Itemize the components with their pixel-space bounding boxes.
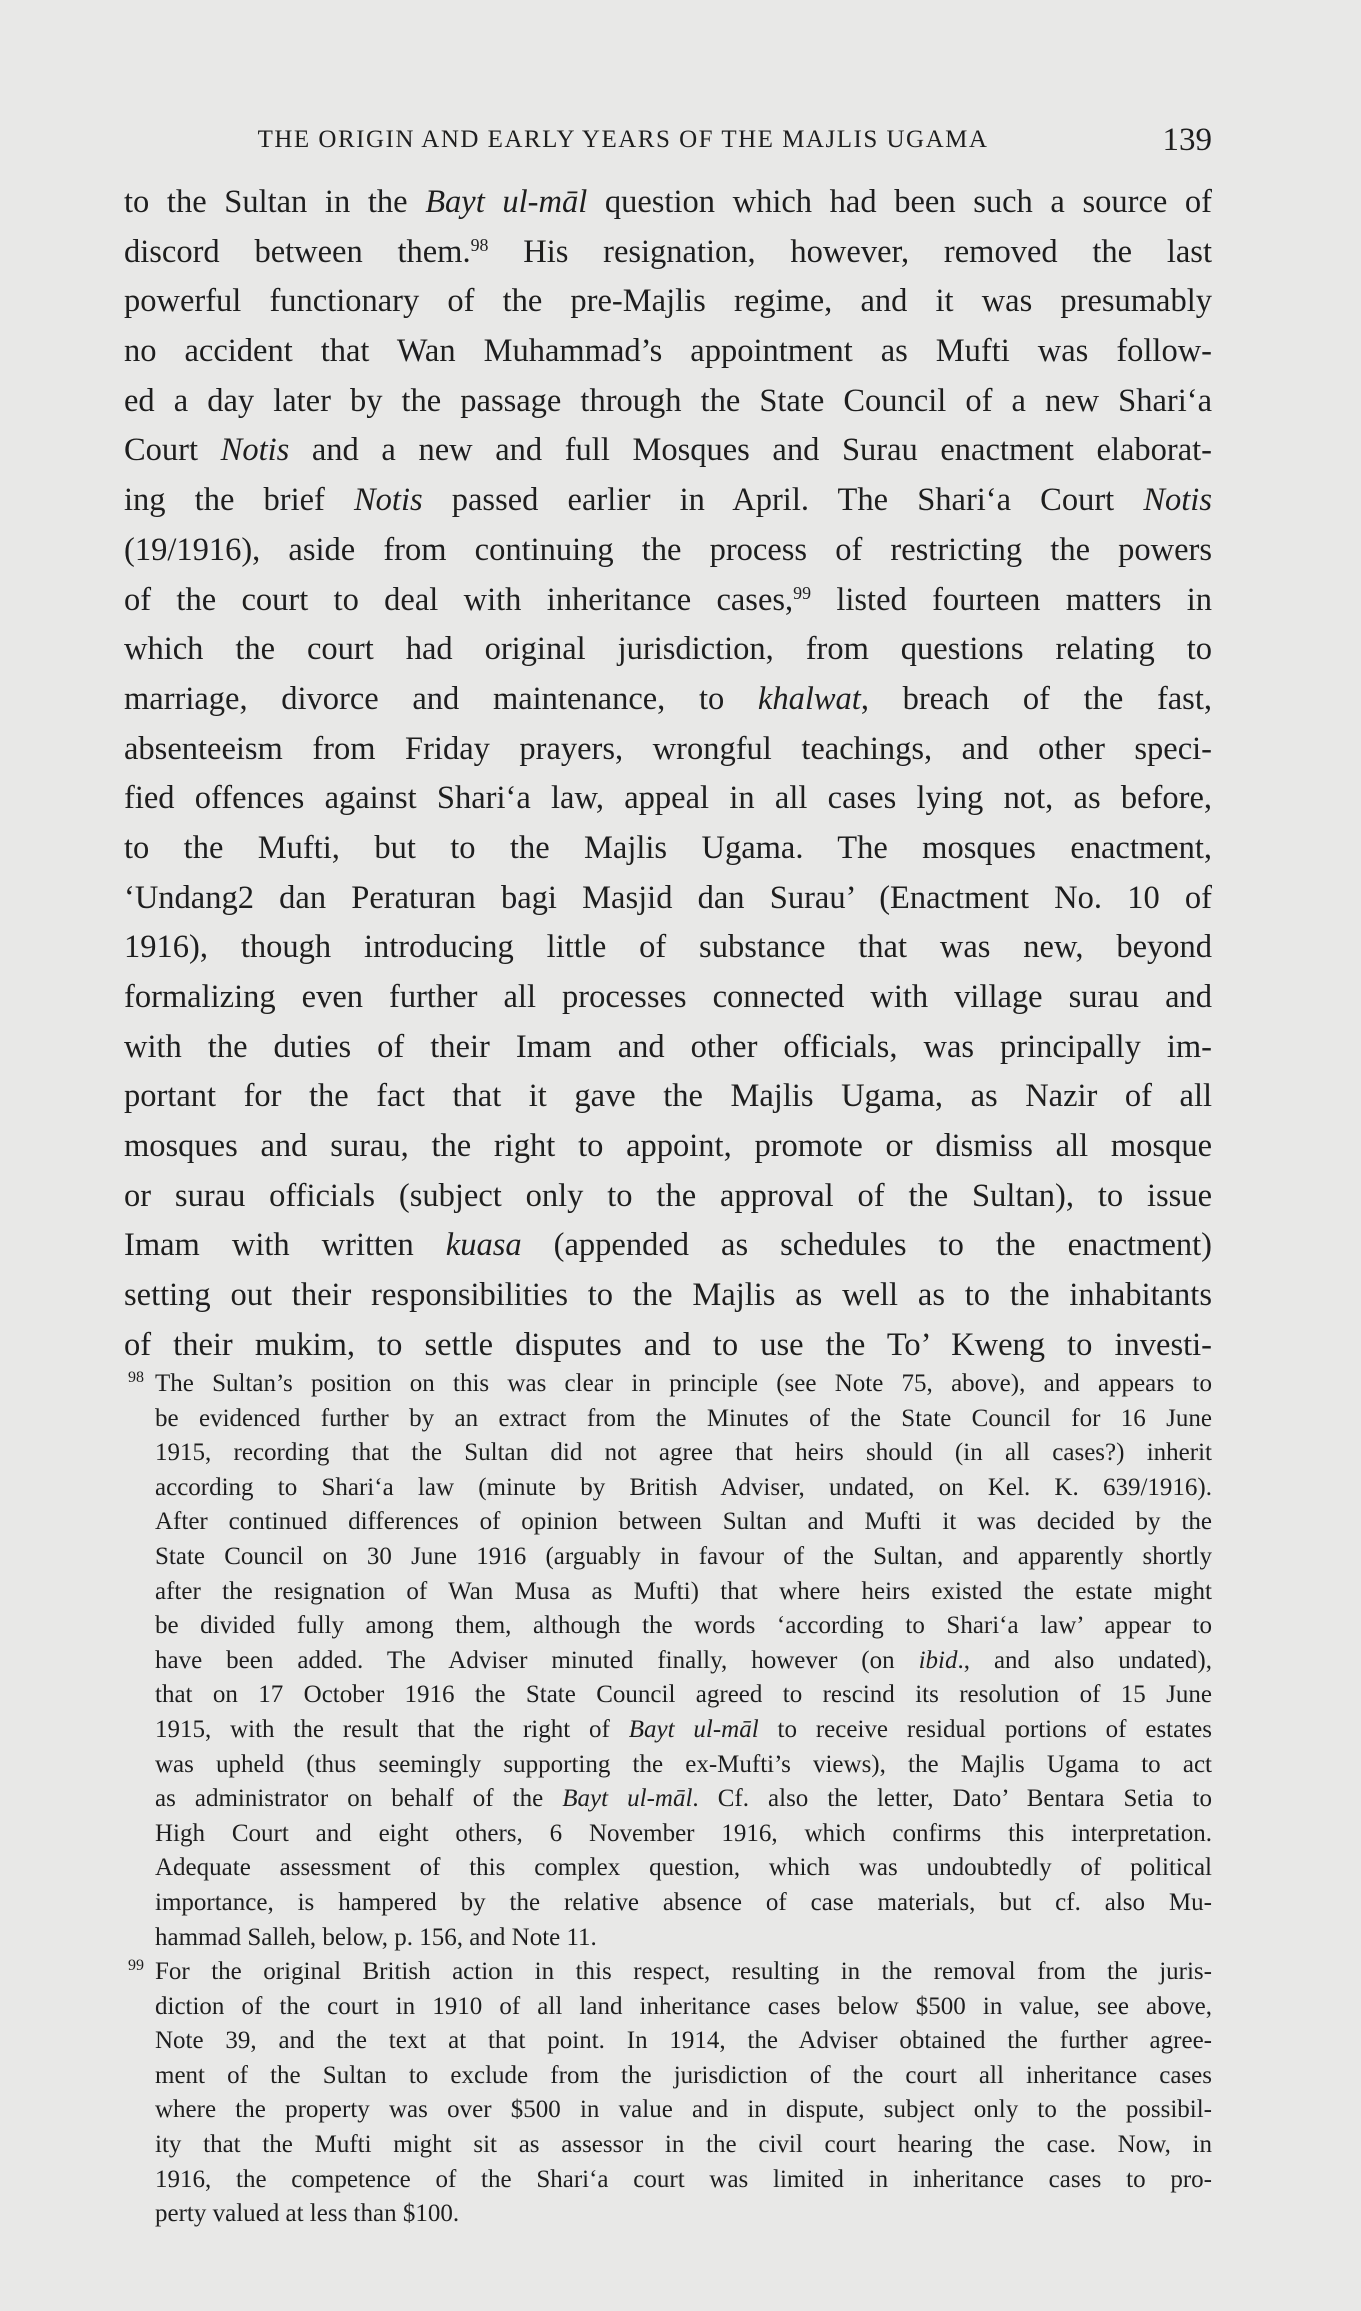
italic-term: Bayt ul-māl xyxy=(628,1715,759,1743)
footnote-reference: 98 xyxy=(470,234,489,255)
text-line: Court Notis and a new and full Mosques and Surau enactment elaborat- xyxy=(124,432,1213,469)
footnote-line: 1915, recording that the Sultan did not agree that heirs should (in all cases?) inherit xyxy=(155,1439,1212,1467)
text-line: of the court to deal with inheritance cases,$^{99}$ listed fourteen matters in xyxy=(124,581,1212,618)
footnote-line: importance, is hampered by the relative absence of case materials, but cf. also Mu- xyxy=(155,1888,1212,1916)
footnote-line: after the resignation of Wan Musa as Mufti) that where heirs existed the estate might xyxy=(155,1577,1212,1605)
footnote-line: where the property was over $500 in value and in dispute, subject only to the possibil- xyxy=(155,2096,1212,2124)
footnote-line: 98 The Sultan’s position on this was clear in principle (see Note 75, above), and appears to xyxy=(124,1367,1212,1402)
text-line: absenteeism from Friday prayers, wrongful teachings, and other speci- xyxy=(124,730,1212,767)
footnote-line: have been added. The Adviser minuted finally, however (on ibid., and also undated), xyxy=(155,1646,1212,1674)
footnote-line: was upheld (thus seemingly supporting the ex-Mufti’s views), the Majlis Ugama to act xyxy=(155,1750,1212,1778)
footnote-line: ity that the Mufti might sit as assessor in the civil court hearing the case. Now, in xyxy=(155,2131,1212,2159)
text-line: fied offences against Shari‘a law, appeal in all cases lying not, as before, xyxy=(124,780,1212,817)
text-line: marriage, divorce and maintenance, to khalwat, breach of the fast, xyxy=(124,680,1212,717)
footnote-line: be evidenced further by an extract from the Minutes of the State Council for 16 June xyxy=(155,1404,1212,1432)
footnote-line: according to Shari‘a law (minute by British Adviser, undated, on Kel. K. 639/1916). xyxy=(155,1473,1212,1501)
text-line: Imam with written kuasa (appended as schedules to the enactment) xyxy=(124,1227,1212,1264)
footnote-line: perty valued at less than $100. xyxy=(155,2200,460,2228)
text-line: no accident that Wan Muhammad’s appointment as Mufti was follow- xyxy=(124,333,1212,370)
footnote-reference: 99 xyxy=(793,582,812,603)
running-header xyxy=(124,122,1212,162)
text-line: setting out their responsibilities to the Majlis as well as to the inhabitants xyxy=(124,1277,1212,1314)
text-line: powerful functionary of the pre-Majlis regime, and it was presumably xyxy=(124,283,1212,320)
italic-term: Notis xyxy=(1143,482,1212,519)
text-line: mosques and surau, the right to appoint, promote or dismiss all mosque xyxy=(124,1128,1212,1165)
footnote-line: Note 39, and the text at that point. In 1914, the Adviser obtained the further agree- xyxy=(155,2027,1212,2055)
footnote-line: that on 17 October 1916 the State Council agreed to rescind its resolution of 15 June xyxy=(155,1681,1212,1709)
text-line: which the court had original jurisdiction, from questions relating to xyxy=(124,631,1212,668)
italic-term: Bayt ul-māl xyxy=(562,1785,693,1813)
footnote-line: 1915, with the result that the right of Bayt ul-māl to receive residual portions of estates xyxy=(155,1715,1212,1743)
italic-term: kuasa xyxy=(445,1227,522,1264)
text-line: (19/1916), aside from continuing the process of restricting the powers xyxy=(124,531,1212,568)
text-line: formalizing even further all processes connected with village surau and xyxy=(124,979,1212,1015)
footnotes xyxy=(124,1367,1212,2232)
text-line: to the Mufti, but to the Majlis Ugama. The mosques enactment, xyxy=(124,829,1212,866)
footnote-line: After continued differences of opinion between Sultan and Mufti it was decided by the xyxy=(155,1508,1212,1536)
text-line: discord between them.$^{98}$ His resignation, however, removed the last xyxy=(124,233,1212,270)
text-line: ed a day later by the passage through the State Council of a new Shari‘a xyxy=(124,382,1212,419)
text-line: ing the brief Notis passed earlier in April. The Shari‘a Court Notis xyxy=(124,482,1212,519)
footnote-line: High Court and eight others, 6 November 1916, which confirms this interpretation. xyxy=(155,1819,1212,1847)
running-title: THE ORIGIN AND EARLY YEARS OF THE MAJLIS UGAMA xyxy=(257,126,989,153)
italic-term: ibid xyxy=(918,1646,958,1674)
italic-term: Bayt ul-māl xyxy=(425,184,588,220)
text-line: 1916), though introducing little of substance that was new, beyond xyxy=(124,929,1212,966)
italic-term: khalwat xyxy=(757,680,861,717)
footnote-number: 99 xyxy=(128,1957,144,1975)
page-number: 139 xyxy=(1162,122,1212,158)
footnote-line: 99 For the original British action in this respect, resulting in the removal from the juris- xyxy=(124,1955,1212,1990)
footnote-line: hammad Salleh, below, p. 156, and Note 11. xyxy=(155,1923,597,1951)
text-line: to the Sultan in the Bayt ul-māl question which had been such a source of xyxy=(124,184,1212,220)
footnote-line: 1916, the competence of the Shari‘a court was limited in inheritance cases to pro- xyxy=(155,2165,1212,2193)
text-line: of their mukim, to settle disputes and to use the To’ Kweng to investi- xyxy=(124,1326,1212,1363)
footnote-line: ment of the Sultan to exclude from the jurisdiction of the court all inheritance cases xyxy=(155,2061,1212,2089)
footnote-line: diction of the court in 1910 of all land inheritance cases below $500 in value, see above, xyxy=(155,1992,1212,2020)
text-line: ‘Undang2 dan Peraturan bagi Masjid dan Surau’ (Enactment No. 10 of xyxy=(124,879,1212,916)
footnote-number: 98 xyxy=(128,1369,144,1386)
footnote-line: be divided fully among them, although the words ‘according to Shari‘a law’ appear to xyxy=(155,1612,1212,1640)
body-text xyxy=(124,178,1212,1371)
footnote-line: as administrator on behalf of the Bayt ul-māl. Cf. also the letter, Dato’ Bentara Setia to xyxy=(155,1785,1212,1813)
text-line: or surau officials (subject only to the approval of the Sultan), to issue xyxy=(124,1177,1212,1214)
footnote-line: State Council on 30 June 1916 (arguably in favour of the Sultan, and apparently shortly xyxy=(155,1542,1212,1570)
footnote-line: Adequate assessment of this complex question, which was undoubtedly of political xyxy=(155,1854,1212,1882)
italic-term: Notis xyxy=(220,432,290,469)
text-line: with the duties of their Imam and other officials, was principally im- xyxy=(124,1028,1212,1065)
italic-term: Notis xyxy=(353,482,423,519)
text-line: portant for the fact that it gave the Majlis Ugama, as Nazir of all xyxy=(124,1078,1212,1115)
